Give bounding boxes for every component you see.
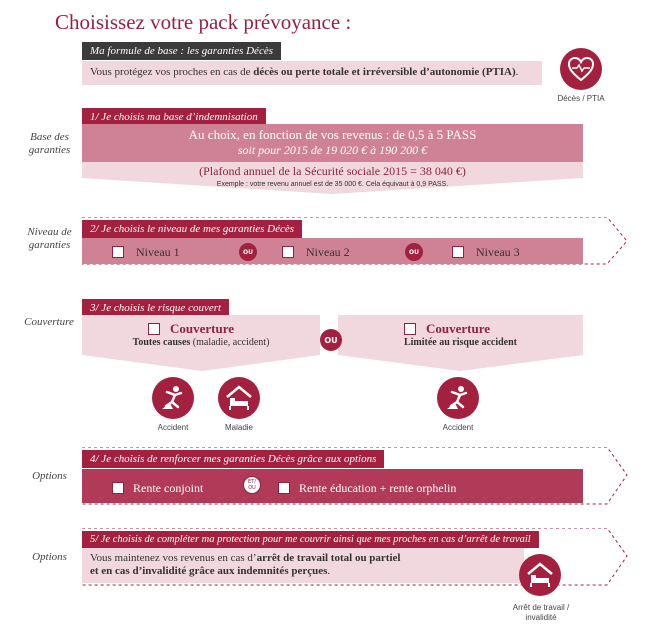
coverage-accident-option[interactable] (404, 320, 490, 338)
step1-header: 1/ Je choisis ma base d’indemnisation (82, 108, 266, 126)
base-header: Ma formule de base : les garanties Décès (82, 42, 281, 60)
level-2-option[interactable] (282, 243, 350, 261)
step1-side-label: Base des garanties (28, 131, 71, 156)
arret-travail-caption: Arrêt de travail / invalidité (512, 603, 570, 622)
coverage-all-checkbox[interactable] (148, 323, 160, 335)
level-1-label: Niveau 1 (136, 245, 180, 259)
ou-badge-3: OU (320, 329, 342, 351)
level-1-option[interactable] (112, 243, 180, 261)
coverage-accident-checkbox[interactable] (404, 323, 416, 335)
ou-badge-2: OU (405, 243, 423, 261)
accident-caption: Accident (157, 423, 189, 432)
rente-education-option[interactable] (278, 479, 456, 497)
level-3-label: Niveau 3 (476, 245, 520, 259)
step1-example: Exemple : votre revenu annuel est de 35 000 €. Cela équivaut à 0,9 PASS. (216, 181, 449, 188)
accident-icon-2 (437, 377, 479, 419)
step1-line2: soit pour 2015 de 19 020 € à 190 200 € (237, 143, 428, 157)
step5-side-label: Options (32, 551, 67, 563)
deces-caption: Décès / PTIA (557, 94, 605, 103)
level-2-checkbox[interactable] (282, 246, 294, 258)
step5-text: Vous maintenez vos revenus en cas d’arrêt de travail total ou partiel et en cas d’invalidité grâce aux indemnités perçues. (90, 552, 401, 577)
step1-line1: Au choix, en fonction de vos revenus : de 0,5 à 5 PASS (188, 127, 477, 142)
maladie-icon (218, 377, 260, 419)
rente-conjoint-label: Rente conjoint (133, 481, 204, 495)
ou-badge-1: OU (239, 243, 257, 261)
et-ou-badge: ET/ OU (243, 476, 261, 494)
accident-icon (152, 377, 194, 419)
step3-header: 3/ Je choisis le risque couvert (82, 299, 229, 317)
step5-header: 5/ Je choisis de compléter ma protection pour me couvrir ainsi que mes proches en cas d’arrêt de travail (82, 531, 539, 548)
level-1-checkbox[interactable] (112, 246, 124, 258)
coverage-all-option[interactable] (148, 320, 234, 338)
base-text: Vous protégez vos proches en cas de décès ou perte totale et irréversible d’autonomie (PTIA). (90, 66, 519, 78)
accident-caption-2: Accident (442, 423, 474, 432)
coverage-all-subtitle: Toutes causes (maladie, accident) (132, 337, 270, 348)
step1-plafond: (Plafond annuel de la Sécurité sociale 2015 = 38 040 €) (199, 164, 466, 178)
level-3-option[interactable] (452, 243, 520, 261)
rente-conjoint-option[interactable] (112, 479, 203, 497)
step3-side-label: Couverture (24, 316, 74, 328)
level-2-label: Niveau 2 (306, 245, 350, 259)
rente-education-label: Rente éducation + rente orphelin (299, 481, 457, 495)
coverage-all-title: Couverture (170, 321, 235, 336)
step4-header: 4/ Je choisis de renforcer mes garanties Décès grâce aux options (82, 450, 384, 468)
step2-header: 2/ Je choisis le niveau de mes garanties Décès (82, 220, 302, 238)
heart-icon (560, 48, 602, 90)
page-title: Choisissez votre pack prévoyance : (55, 10, 352, 34)
coverage-accident-title: Couverture (426, 321, 491, 336)
rente-education-checkbox[interactable] (278, 482, 290, 494)
arret-travail-icon (519, 554, 561, 596)
rente-conjoint-checkbox[interactable] (112, 482, 124, 494)
level-3-checkbox[interactable] (452, 246, 464, 258)
maladie-caption: Maladie (224, 423, 253, 432)
step4-side-label: Options (32, 470, 67, 482)
step2-side-label: Niveau de garanties (27, 226, 72, 251)
coverage-accident-subtitle: Limitée au risque accident (403, 337, 518, 348)
